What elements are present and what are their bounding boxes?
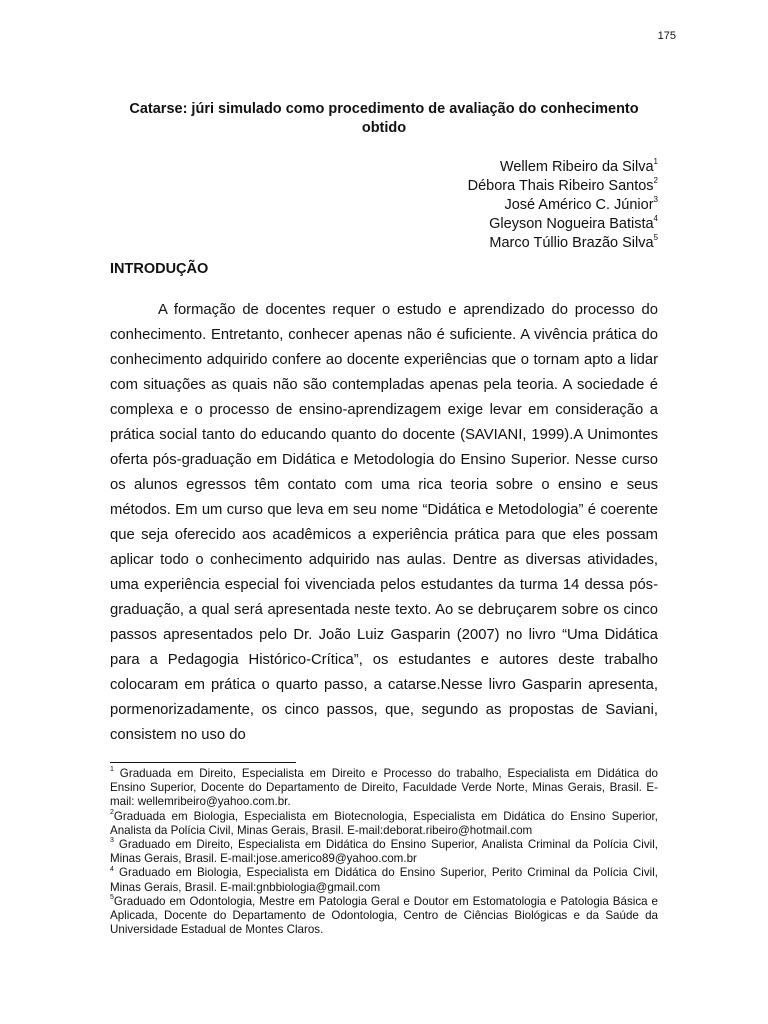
author-name: Débora Thais Ribeiro Santos bbox=[467, 178, 654, 194]
footnote-5 bbox=[110, 895, 658, 938]
section-heading: INTRODUÇÃO bbox=[110, 261, 209, 277]
footnote-3 bbox=[110, 838, 658, 866]
footnote-2 bbox=[110, 810, 658, 838]
page-number: 175 bbox=[657, 30, 676, 42]
footnote-marker: 3 bbox=[110, 837, 114, 845]
footnote-divider bbox=[110, 762, 296, 763]
footnote-text: Graduada em Direito, Especialista em Direito e Processo do trabalho, Especialista em Didática do Ensino Superior, Docente do Departamento de Direito, Faculdade Verde Norte, Minas Gerais, Brasil. E-mail: wellemribeiro@yahoo.com.br. bbox=[110, 767, 658, 809]
author-4 bbox=[468, 215, 658, 234]
author-name: Marco Túllio Brazão Silva bbox=[489, 235, 654, 251]
author-footnote-ref: 3 bbox=[653, 195, 658, 205]
footnote-text: Graduado em Odontologia, Mestre em Patologia Geral e Doutor em Estomatologia e Patologia Básica e Aplicada, Docente do Departamento de Odontologia, Centro de Ciências Biológicas e da Saúde da Universidade Estadual de Montes Claros. bbox=[110, 894, 658, 937]
footnote-1 bbox=[110, 767, 658, 810]
author-footnote-ref: 5 bbox=[653, 233, 658, 243]
author-name: Wellem Ribeiro da Silva bbox=[499, 159, 654, 175]
author-footnote-ref: 4 bbox=[653, 214, 658, 224]
footnote-marker: 2 bbox=[110, 808, 114, 816]
author-name: Gleyson Nogueira Batista bbox=[489, 216, 654, 232]
footnotes bbox=[110, 767, 658, 937]
footnote-marker: 4 bbox=[110, 865, 114, 873]
author-list bbox=[468, 158, 658, 253]
author-3 bbox=[468, 196, 658, 215]
author-footnote-ref: 2 bbox=[653, 176, 658, 186]
author-name: José Américo C. Júnior bbox=[504, 197, 654, 213]
footnote-marker: 5 bbox=[110, 893, 114, 901]
footnote-4 bbox=[110, 866, 658, 894]
footnote-text: Graduada em Biologia, Especialista em Biotecnologia, Especialista em Didática do Ensino Superior, Analista da Polícia Civil, Minas Gerais, Brasil. E-mail:deborat.ribeiro@hotmail.com bbox=[110, 809, 658, 837]
body-paragraph: A formação de docentes requer o estudo e aprendizado do processo do conhecimento. Entretanto, conhecer apenas não é suficiente. A vivência prática do conhecimento adquirido confere ao docente experiências que o tornam apto a lidar com situações as quais não são contempladas apenas pela teoria. A sociedade é complexa e o processo de ensino-aprendizagem exige levar em consideração a prática social tanto do educando quanto do docente (SAVIANI, 1999).A Unimontes oferta pós-graduação em Didática e Metodologia do Ensino Superior. Nesse curso os alunos egressos têm contato com uma rica teoria sobre o ensino e seus métodos. Em um curso que leva em seu nome “Didática e Metodologia” é coerente que seja oferecido aos acadêmicos a experiência prática para que eles possam aplicar todo o conhecimento adquirido nas aulas. Dentre as diversas atividades, uma experiência especial foi vivenciada pelos estudantes da turma 14 dessa pós-graduação, a qual será apresentada neste texto. Ao se debruçarem sobre os cinco passos apresentados pelo Dr. João Luiz Gasparin (2007) no livro “Uma Didática para a Pedagogia Histórico-Crítica”, os estudantes e autores deste trabalho colocaram em prática o quarto passo, a catarse.Nesse livro Gasparin apresenta, pormenorizadamente, os cinco passos, que, segundo as propostas de Saviani, consistem no uso do bbox=[110, 302, 658, 743]
footnote-text: Graduado em Biologia, Especialista em Didática do Ensino Superior, Perito Criminal da Polícia Civil, Minas Gerais, Brasil. E-mail:gnbbiologia@gmail.com bbox=[110, 866, 658, 894]
author-footnote-ref: 1 bbox=[653, 157, 658, 167]
footnote-marker: 1 bbox=[110, 766, 114, 774]
document-title: Catarse: júri simulado como procedimento de avaliação do conhecimento obtido bbox=[129, 101, 639, 136]
author-5 bbox=[468, 234, 658, 253]
author-2 bbox=[468, 177, 658, 196]
footnote-text: Graduado em Direito, Especialista em Didática do Ensino Superior, Analista Criminal da Polícia Civil, Minas Gerais, Brasil. E-mail:jose.americo89@yahoo.com.br bbox=[110, 838, 658, 866]
author-1 bbox=[468, 158, 658, 177]
